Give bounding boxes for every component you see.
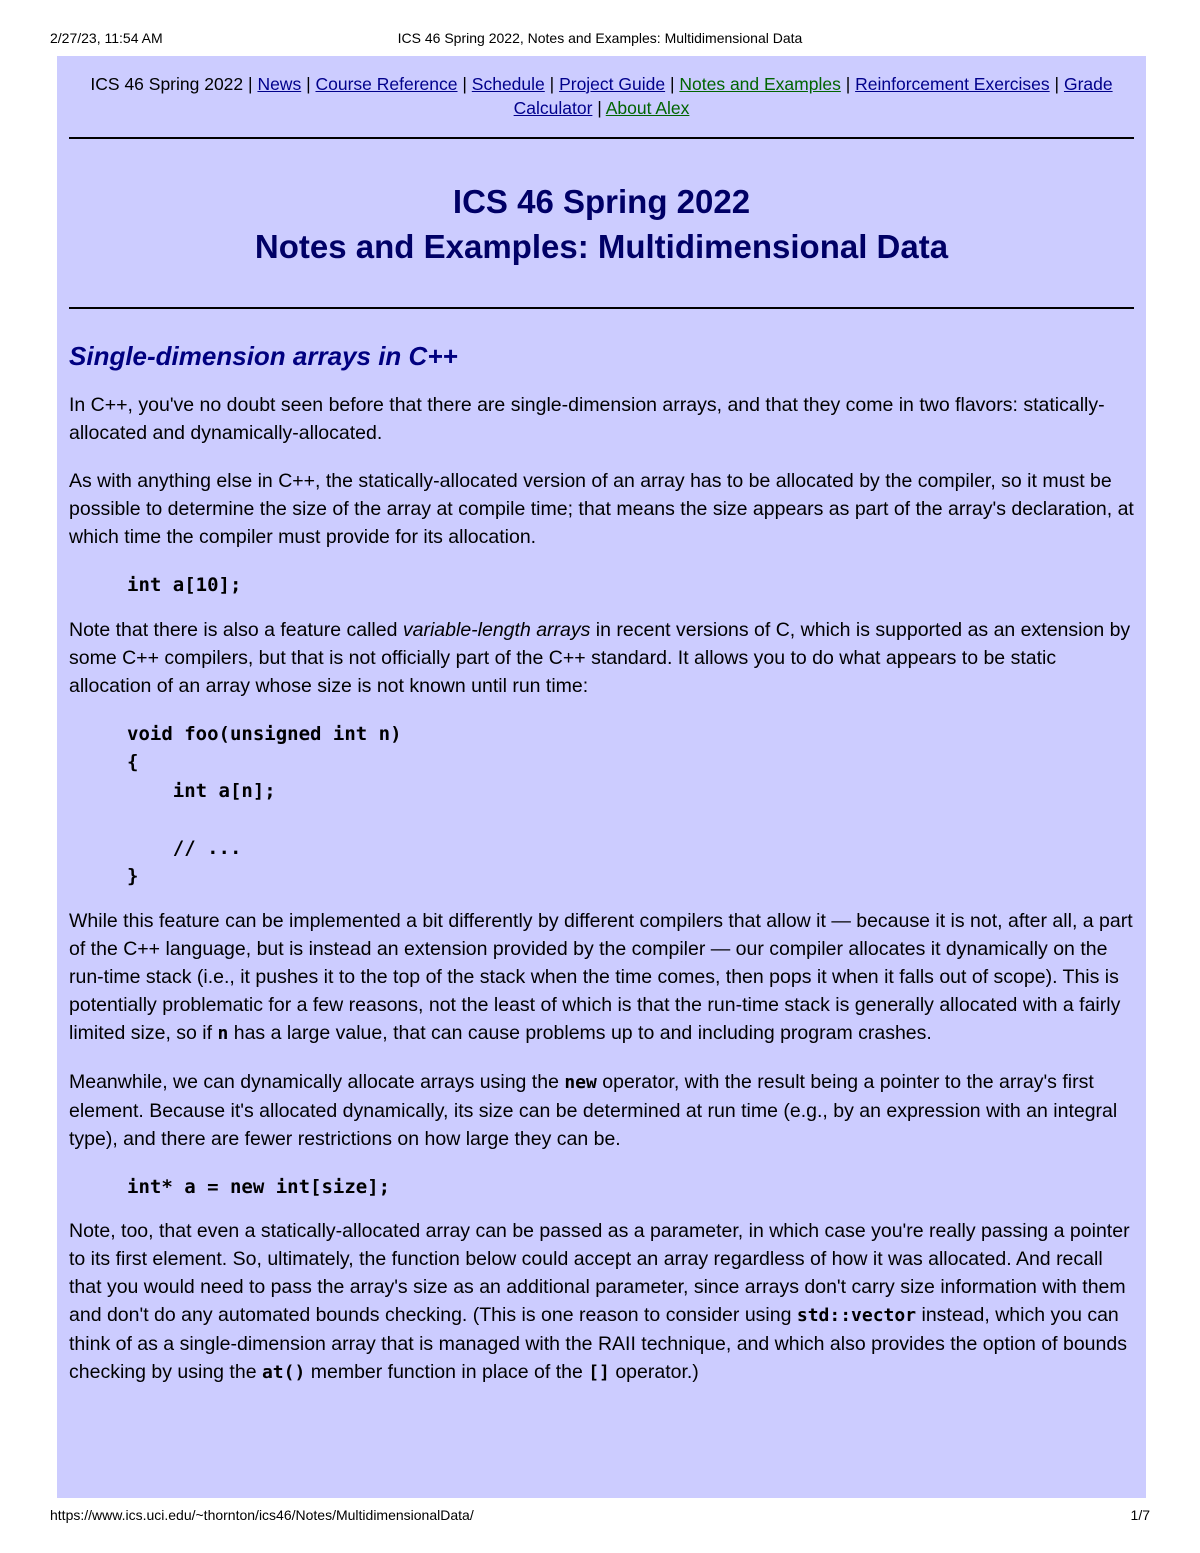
inline-code-at: at(): [261, 1362, 306, 1383]
course-nav: ICS 46 Spring 2022 | News | Course Reference | Schedule | Project Guide | Notes and Examples | Reinforcement Exercises | Grade Calculator | About Alex: [90, 74, 1113, 118]
paragraph-3: Note that there is also a feature called variable-length arrays in recent versions of C, which is supported as an extension by some C++ compilers, but that is not officially part of the C++ standard. It allows you to do what appears to be static allocation of an array whose size is not known until run time:: [69, 618, 1131, 697]
paragraph-6: Note, too, that even a statically-allocated array can be passed as a parameter, in which case you're really passing a pointer to its first element. So, ultimately, the function below could accept an array regardless of how it was allocated. And recall that you would need to pass the array's size as an additional parameter, since arrays don't carry size information with them and don't do any automated bounds checking. (This is one reason to consider using std::vector instead, which you can think of as a single-dimension array that is managed with the RAII technique, and which also provides the option of bounds checking by using the at() member function in place of the [] operator.): [69, 1220, 1130, 1383]
code-block-vla: void foo(unsigned int n) { int a[n]; // ... }: [127, 722, 402, 887]
nav-link-about-alex[interactable]: About Alex: [605, 98, 690, 118]
divider-top: [69, 137, 1134, 139]
paragraph-5: Meanwhile, we can dynamically allocate arrays using the new operator, with the result being a pointer to the array's first element. Because it's allocated dynamically, its size can be determined at run time (e.g., by an expression with an integral type), and there are fewer restrictions on how large they can be.: [69, 1070, 1118, 1150]
nav-prefix: ICS 46 Spring 2022: [90, 74, 244, 94]
paragraph-1: In C++, you've no doubt seen before that there are single-dimension arrays, and that they come in two flavors: statically-allocated and dynamically-allocated.: [69, 394, 1105, 444]
paragraph-2: As with anything else in C++, the statically-allocated version of an array has to be allocated by the compiler, so it must be possible to determine the size of the array at compile time; that means the size appears as part of the array's declaration, at which time the compiler must provide for its allocation.: [69, 470, 1134, 548]
section-heading: Single-dimension arrays in C++: [69, 341, 458, 371]
nav-link-project-guide[interactable]: Project Guide: [559, 74, 666, 94]
nav-link-reinforcement-exercises[interactable]: Reinforcement Exercises: [855, 74, 1050, 94]
page-title-line2: Notes and Examples: Multidimensional Data: [254, 228, 949, 265]
print-page-number: 1/7: [1130, 1507, 1150, 1523]
code-block-static-array: int a[10];: [127, 574, 242, 596]
inline-code-n: n: [217, 1022, 229, 1044]
print-date: 2/27/23, 11:54 AM: [50, 30, 163, 46]
nav-link-course-reference[interactable]: Course Reference: [315, 74, 458, 94]
nav-link-schedule[interactable]: Schedule: [471, 74, 545, 94]
divider-bottom: [69, 307, 1134, 309]
page-title-line1: ICS 46 Spring 2022: [452, 183, 751, 220]
nav-link-news[interactable]: News: [257, 74, 302, 94]
print-url: https://www.ics.uci.edu/~thornton/ics46/Notes/MultidimensionalData/: [50, 1507, 474, 1523]
term-variable-length-arrays: variable-length arrays: [402, 618, 591, 641]
paragraph-4: While this feature can be implemented a bit differently by different compilers that allow it — because it is not, after all, a part of the C++ language, but is instead an extension provided by the compiler — our compiler allocates it dynamically on the run-time stack (i.e., it pushes it to the top of the stack when the time comes, then pops it when it falls out of scope). This is potentially problematic for a few reasons, not the least of which is that the run-time stack is generally allocated with a fairly limited size, so if n has a large value, that can cause problems up to and including program crashes.: [69, 909, 1133, 1044]
inline-code-std-vector: std::vector: [796, 1305, 917, 1326]
inline-code-brackets: []: [588, 1362, 610, 1383]
code-block-dynamic-array: int* a = new int[size];: [127, 1175, 391, 1198]
page-content: [57, 56, 1146, 1498]
nav-link-grade-calculator[interactable]: Grade Calculator: [513, 74, 1113, 118]
print-header: [50, 30, 1150, 50]
page-title: [69, 179, 1134, 269]
nav-link-notes-and-examples[interactable]: Notes and Examples: [679, 74, 841, 94]
inline-code-new: new: [564, 1071, 597, 1093]
print-doc-title: ICS 46 Spring 2022, Notes and Examples: Multidimensional Data: [397, 30, 803, 46]
